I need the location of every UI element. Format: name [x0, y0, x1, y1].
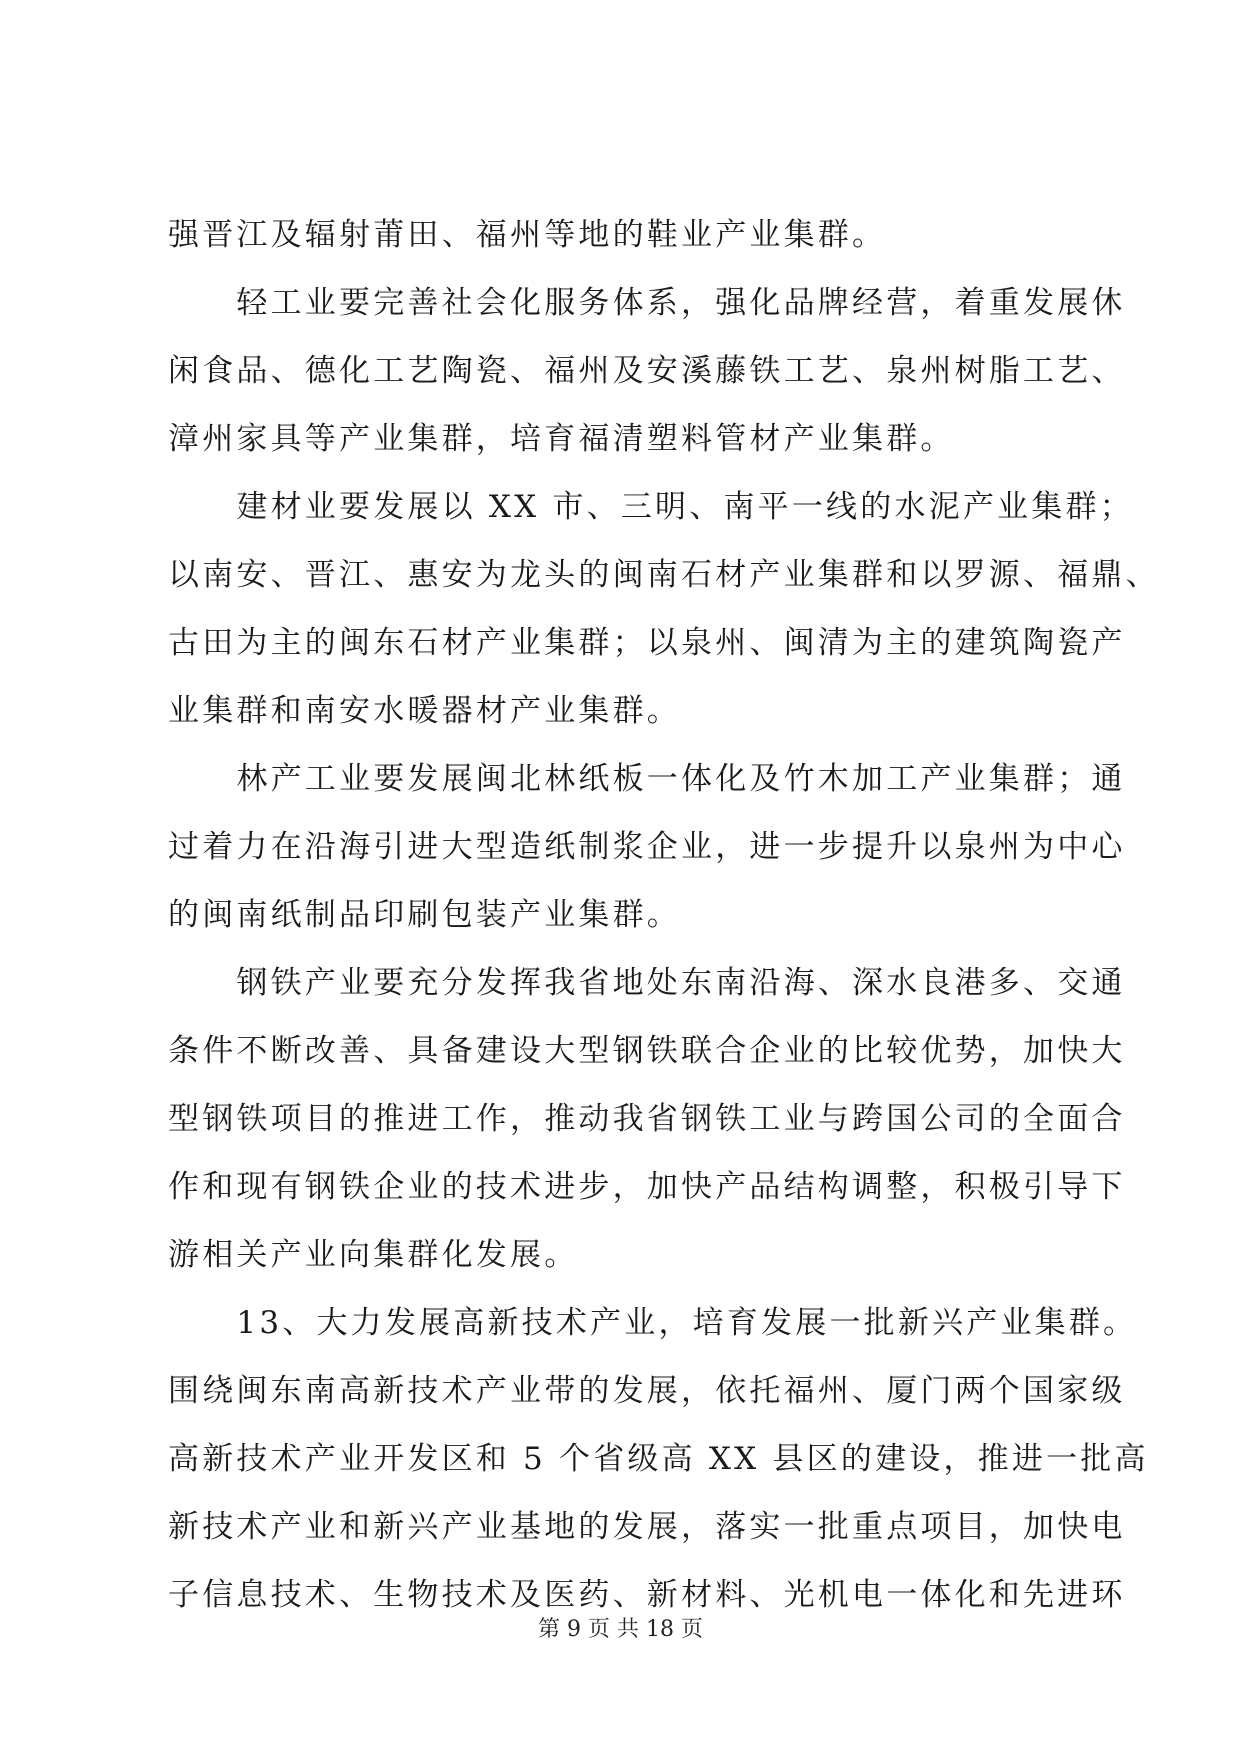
text-line: 以南安、晋江、惠安为龙头的闽南石材产业集群和以罗源、福鼎、	[168, 557, 1160, 593]
text-line: 业集群和南安水暖器材产业集群。	[168, 693, 681, 729]
text-line: 漳州家具等产业集群，培育福清塑料管材产业集群。	[168, 421, 955, 457]
page-footer: 第 9 页 共 18 页	[538, 1617, 703, 1642]
text-line: 高新技术产业开发区和 5 个省级高 XX 县区的建设，推进一批高	[168, 1441, 1149, 1477]
text-line: 闲食品、德化工艺陶瓷、福州及安溪藤铁工艺、泉州树脂工艺、	[168, 353, 1126, 389]
text-line: 轻工业要完善社会化服务体系，强化品牌经营，着重发展休	[168, 285, 1126, 321]
text-line: 作和现有钢铁企业的技术进步，加快产品结构调整，积极引导下	[168, 1169, 1126, 1205]
text-line: 钢铁产业要充分发挥我省地处东南沿海、深水良港多、交通	[168, 965, 1126, 1001]
text-line: 新技术产业和新兴产业基地的发展，落实一批重点项目，加快电	[168, 1509, 1126, 1545]
text-line: 强晋江及辐射莆田、福州等地的鞋业产业集群。	[168, 217, 887, 253]
text-line: 游相关产业向集群化发展。	[168, 1237, 579, 1273]
text-line: 建材业要发展以 XX 市、三明、南平一线的水泥产业集群；	[168, 489, 1134, 525]
text-line: 条件不断改善、具备建设大型钢铁联合企业的比较优势，加快大	[168, 1033, 1126, 1069]
text-line: 13、大力发展高新技术产业，培育发展一批新兴产业集群。	[168, 1305, 1138, 1341]
text-line: 的闽南纸制品印刷包装产业集群。	[168, 897, 681, 933]
body-text	[168, 201, 1160, 1629]
text-line: 林产工业要发展闽北林纸板一体化及竹木加工产业集群；通	[168, 761, 1126, 797]
text-line: 子信息技术、生物技术及医药、新材料、光机电一体化和先进环	[168, 1577, 1126, 1613]
text-line: 过着力在沿海引进大型造纸制浆企业，进一步提升以泉州为中心	[168, 829, 1126, 865]
text-line: 型钢铁项目的推进工作，推动我省钢铁工业与跨国公司的全面合	[168, 1101, 1126, 1137]
text-line: 围绕闽东南高新技术产业带的发展，依托福州、厦门两个国家级	[168, 1373, 1126, 1409]
text-line: 古田为主的闽东石材产业集群；以泉州、闽清为主的建筑陶瓷产	[168, 625, 1126, 661]
